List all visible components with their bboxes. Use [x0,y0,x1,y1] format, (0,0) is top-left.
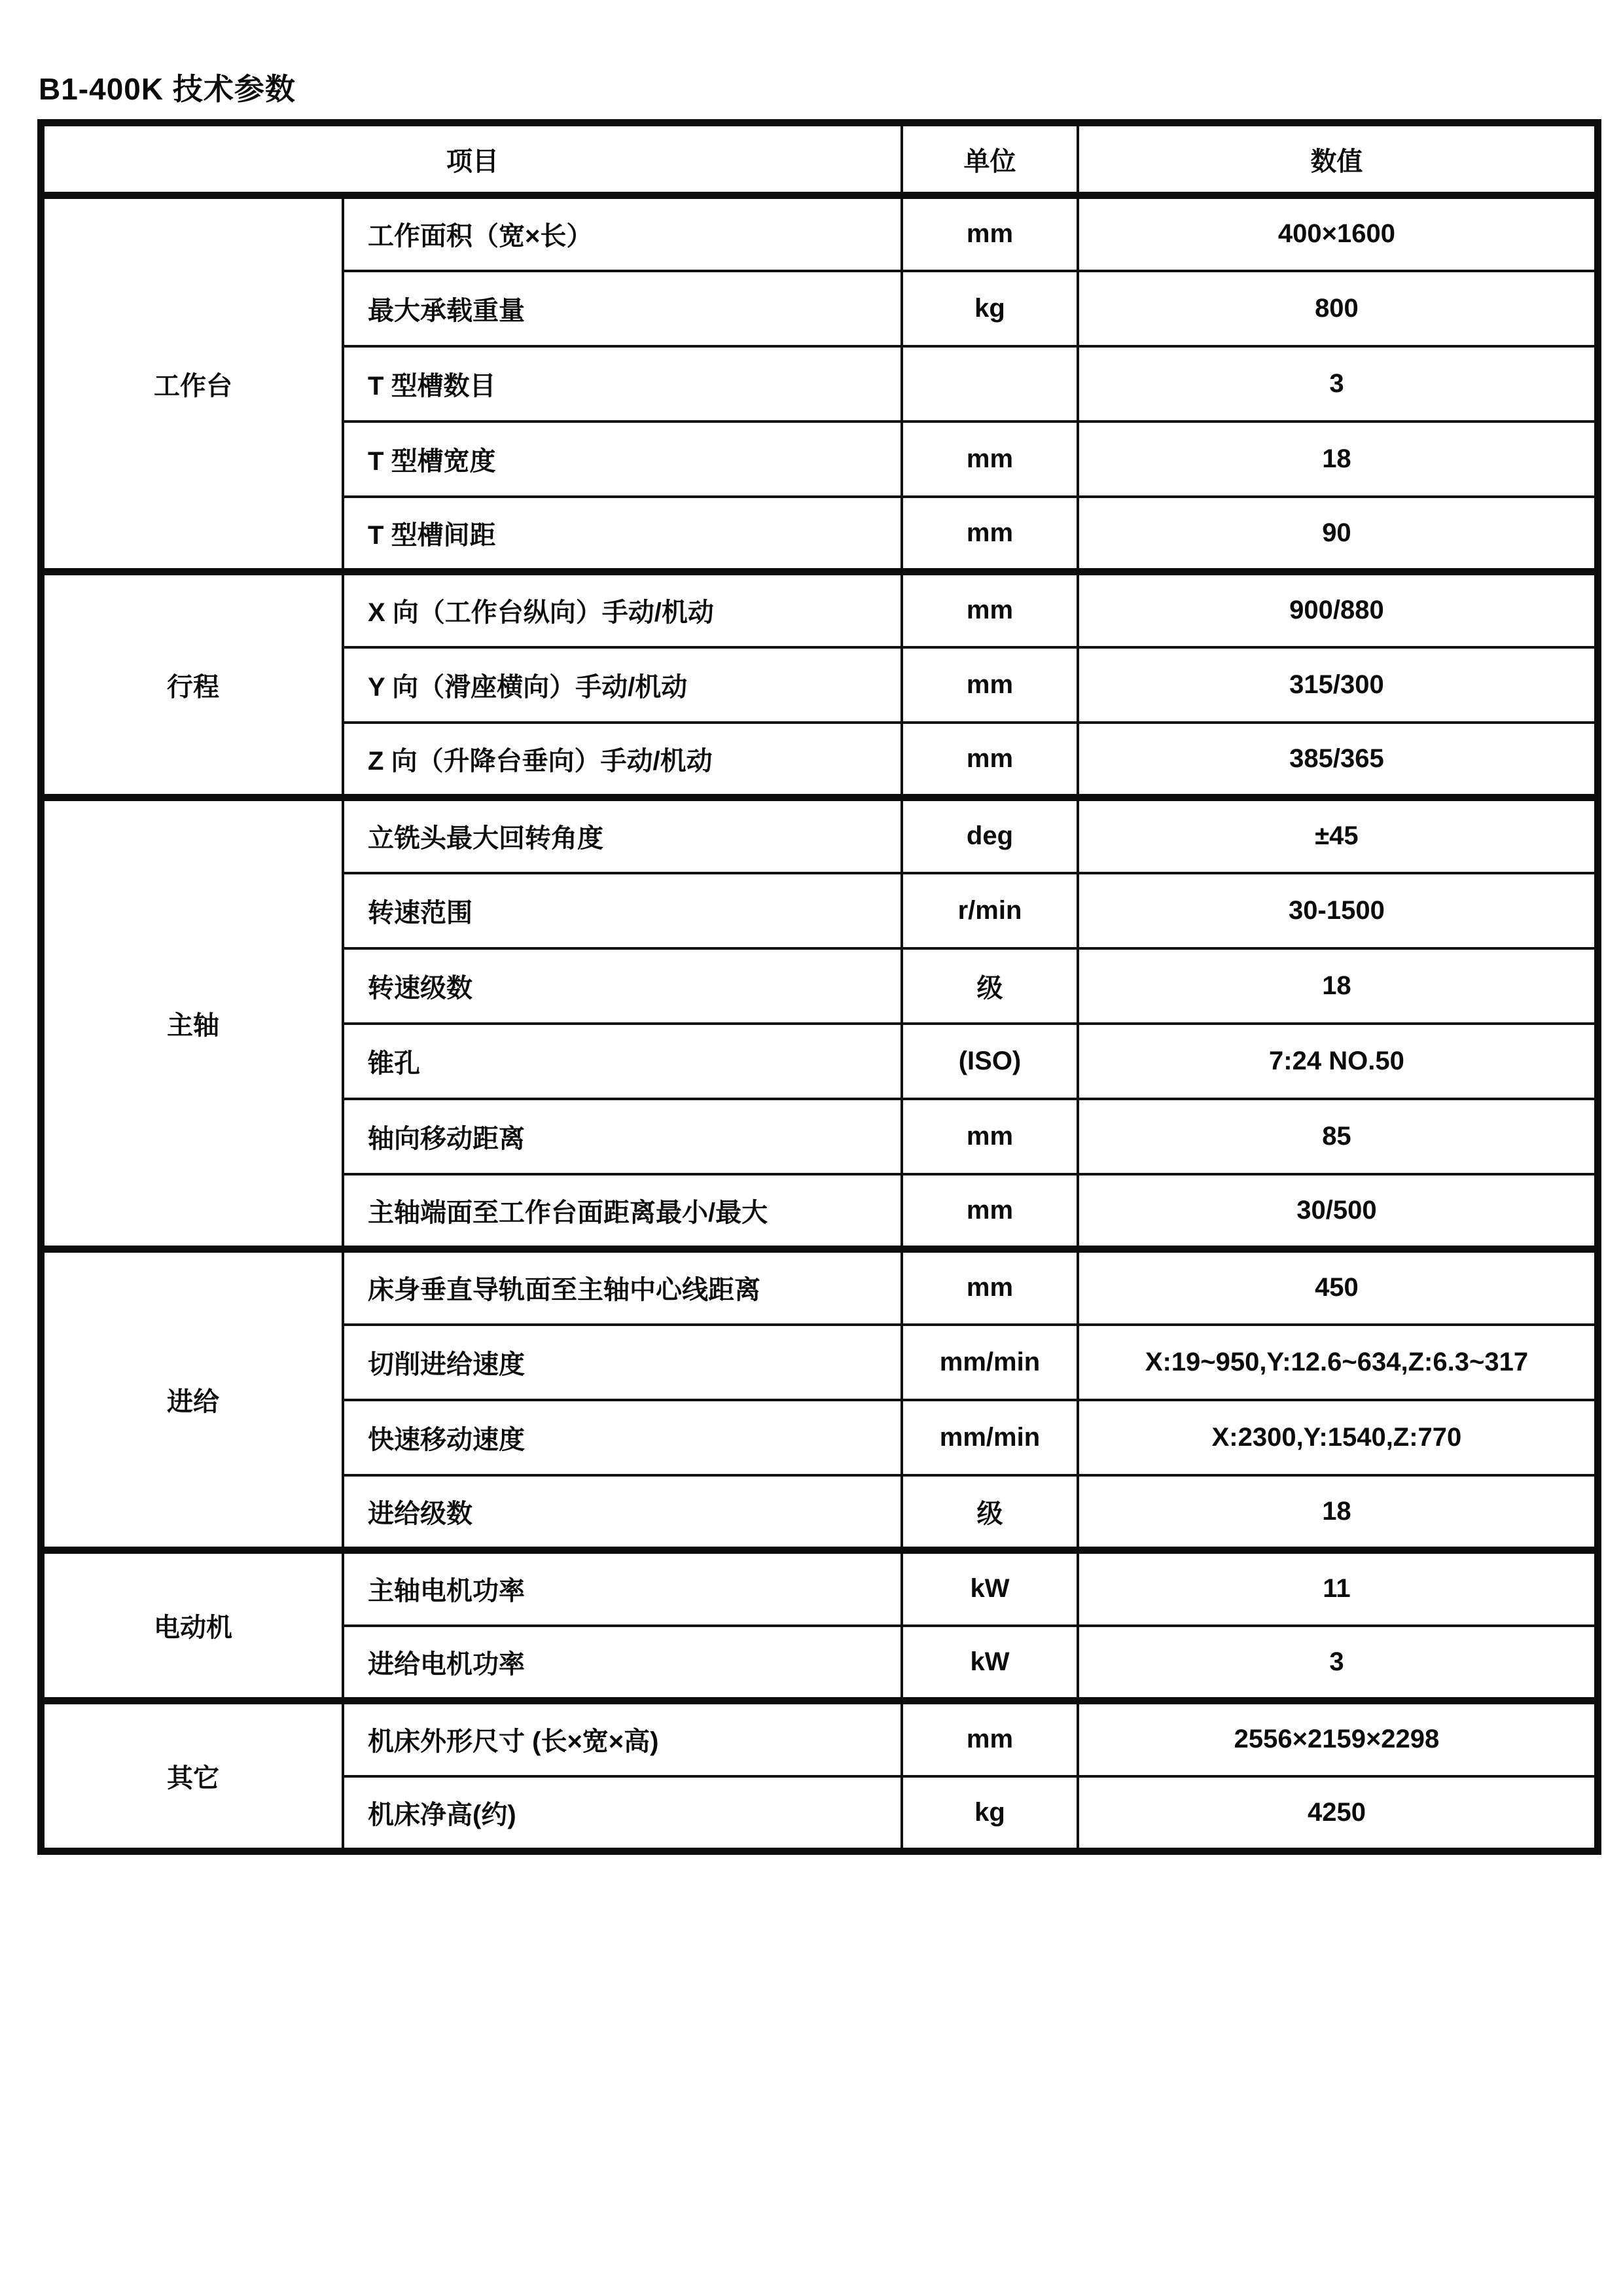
unit-cell: mm [902,196,1078,271]
value-cell: 30/500 [1078,1174,1598,1249]
value-cell: ±45 [1078,798,1598,873]
unit-cell: (ISO) [902,1024,1078,1099]
spec-table [37,119,1601,1855]
item-cell: Z 向（升降台垂向）手动/机动 [343,723,902,798]
unit-cell: mm [902,1701,1078,1776]
spec-table-body [41,196,1598,1852]
category-cell: 其它 [41,1701,344,1852]
item-cell: 快速移动速度 [343,1400,902,1475]
spec-table-header [41,123,1598,196]
item-cell: T 型槽间距 [343,497,902,572]
table-row [41,572,1598,647]
value-cell: 400×1600 [1078,196,1598,271]
unit-cell: mm [902,647,1078,723]
value-cell: 18 [1078,1475,1598,1551]
item-cell: 机床外形尺寸 (长×宽×高) [343,1701,902,1776]
item-cell: 最大承载重量 [343,271,902,346]
value-cell: 3 [1078,346,1598,422]
value-cell: 4250 [1078,1776,1598,1852]
unit-cell: mm [902,1174,1078,1249]
unit-cell: r/min [902,873,1078,948]
value-cell: X:2300,Y:1540,Z:770 [1078,1400,1598,1475]
table-row [41,1249,1598,1325]
unit-cell: mm/min [902,1325,1078,1400]
item-cell: X 向（工作台纵向）手动/机动 [343,572,902,647]
unit-cell: 级 [902,1475,1078,1551]
item-cell: 主轴端面至工作台面距离最小/最大 [343,1174,902,1249]
unit-cell: mm [902,422,1078,497]
unit-cell: kg [902,1776,1078,1852]
item-cell: 进给级数 [343,1475,902,1551]
unit-cell: mm [902,1249,1078,1325]
value-cell: 800 [1078,271,1598,346]
header-unit: 单位 [902,123,1078,196]
table-row [41,1551,1598,1626]
value-cell: 315/300 [1078,647,1598,723]
item-cell: 转速级数 [343,948,902,1024]
unit-cell: mm [902,572,1078,647]
item-cell: 机床净高(约) [343,1776,902,1852]
header-value: 数值 [1078,123,1598,196]
item-cell: Y 向（滑座横向）手动/机动 [343,647,902,723]
value-cell: 450 [1078,1249,1598,1325]
value-cell: 85 [1078,1099,1598,1174]
item-cell: 床身垂直导轨面至主轴中心线距离 [343,1249,902,1325]
category-cell: 工作台 [41,196,344,572]
unit-cell: kg [902,271,1078,346]
table-row [41,196,1598,271]
item-cell: 锥孔 [343,1024,902,1099]
header-row [41,123,1598,196]
category-cell: 行程 [41,572,344,798]
value-cell: X:19~950,Y:12.6~634,Z:6.3~317 [1078,1325,1598,1400]
value-cell: 2556×2159×2298 [1078,1701,1598,1776]
category-cell: 主轴 [41,798,344,1249]
value-cell: 18 [1078,948,1598,1024]
item-cell: T 型槽宽度 [343,422,902,497]
item-cell: 切削进给速度 [343,1325,902,1400]
page-title: B1-400K 技术参数 [39,72,296,106]
header-item: 项目 [41,123,902,196]
item-cell: 转速范围 [343,873,902,948]
value-cell: 30-1500 [1078,873,1598,948]
category-cell: 电动机 [41,1551,344,1701]
value-cell: 7:24 NO.50 [1078,1024,1598,1099]
unit-cell: deg [902,798,1078,873]
unit-cell: mm/min [902,1400,1078,1475]
unit-cell: mm [902,497,1078,572]
value-cell: 11 [1078,1551,1598,1626]
item-cell: 工作面积（宽×长） [343,196,902,271]
item-cell: 立铣头最大回转角度 [343,798,902,873]
value-cell: 900/880 [1078,572,1598,647]
value-cell: 90 [1078,497,1598,572]
item-cell: T 型槽数目 [343,346,902,422]
table-row [41,798,1598,873]
unit-cell: mm [902,723,1078,798]
value-cell: 3 [1078,1626,1598,1701]
value-cell: 385/365 [1078,723,1598,798]
value-cell: 18 [1078,422,1598,497]
item-cell: 轴向移动距离 [343,1099,902,1174]
item-cell: 主轴电机功率 [343,1551,902,1626]
table-row [41,1701,1598,1776]
unit-cell: kW [902,1551,1078,1626]
category-cell: 进给 [41,1249,344,1551]
unit-cell: kW [902,1626,1078,1701]
unit-cell [902,346,1078,422]
item-cell: 进给电机功率 [343,1626,902,1701]
unit-cell: 级 [902,948,1078,1024]
unit-cell: mm [902,1099,1078,1174]
